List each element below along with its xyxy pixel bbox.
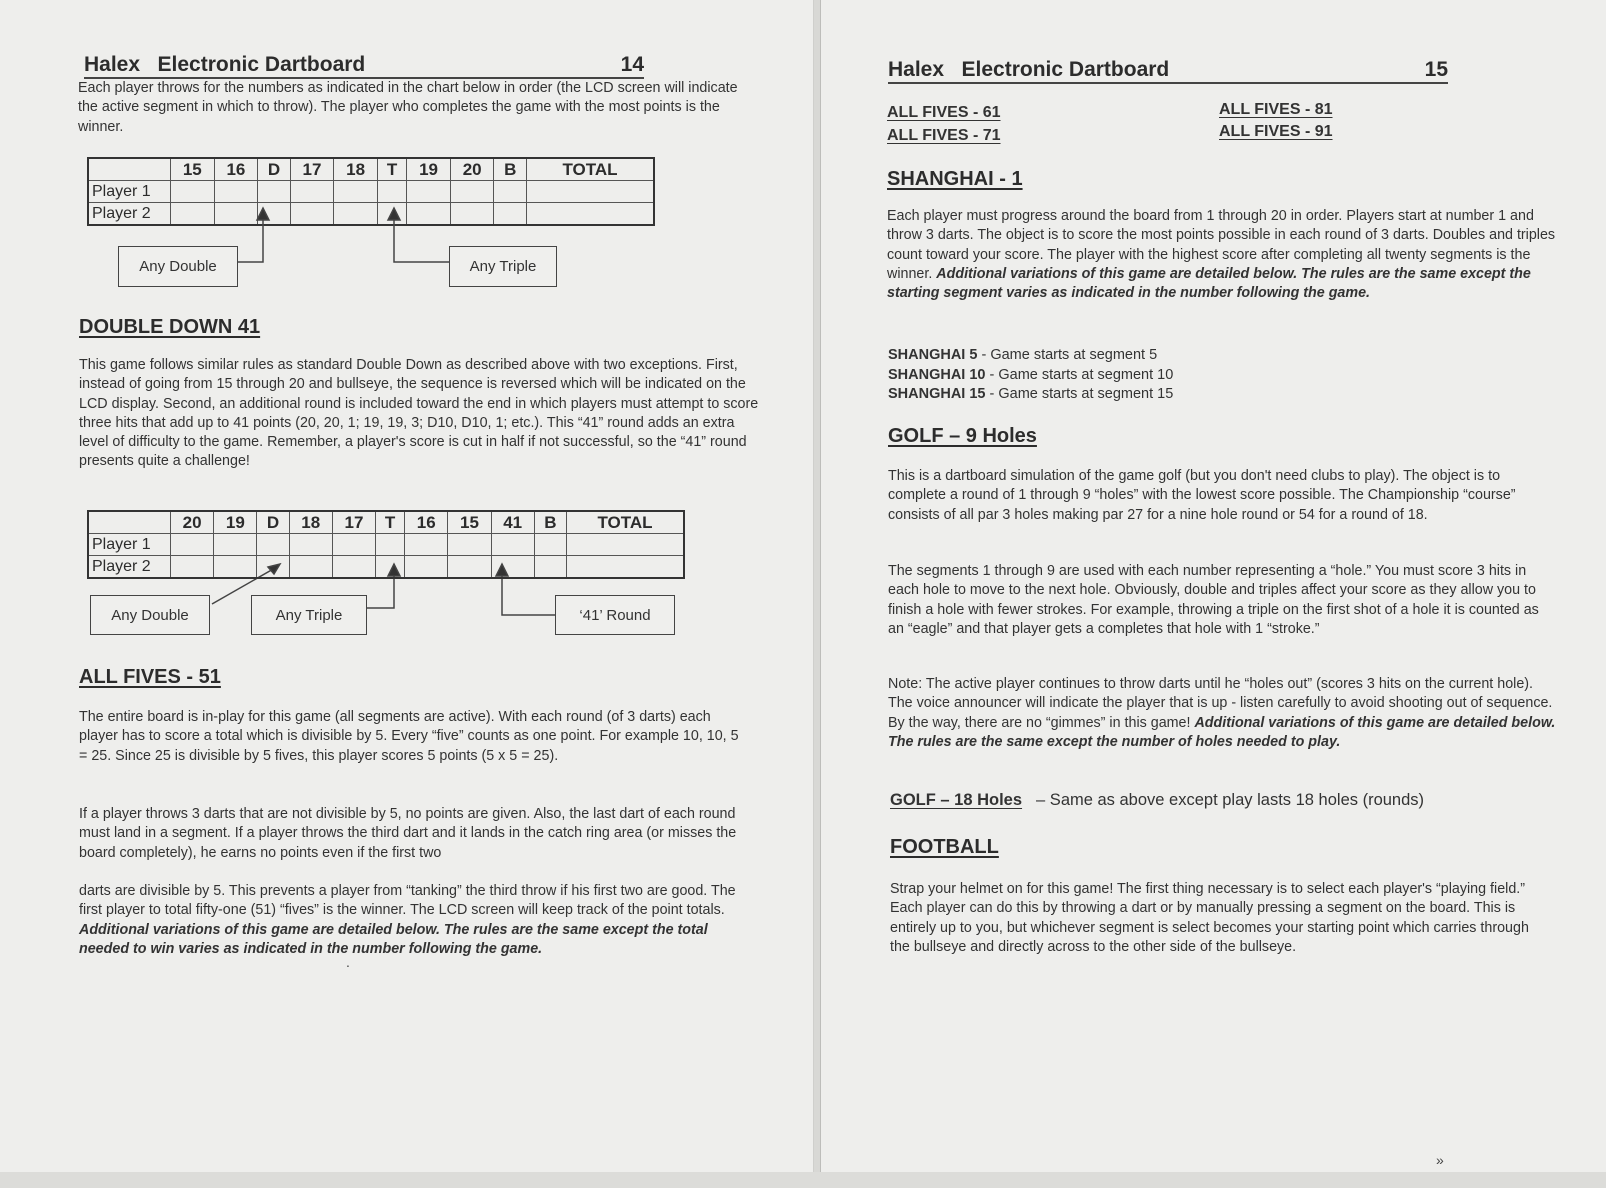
shanghai-body <box>887 207 1557 303</box>
table2-col: 16 <box>405 511 448 534</box>
shanghai-variants <box>888 346 1173 405</box>
right-header <box>888 58 1448 84</box>
golf-18-label: GOLF – 18 Holes <box>890 791 1023 809</box>
table1-col: TOTAL <box>527 158 655 181</box>
all-fives-51-p1: The entire board is in-play for this game (all segments are active). With each round (of 3 darts) each player has to score a total which is divisible by 5. Every “five” counts as one point. For example 10, 10, 5 = 25. Since 25 is divisible by 5 fives, this player scores 5 points (5 x 5 = 25). <box>79 709 739 764</box>
table1-player-label: Player 1 <box>88 181 171 203</box>
shanghai-variant: SHANGHAI 15 - Game starts at segment 15 <box>888 386 1174 402</box>
all-fives-71: ALL FIVES - 71 <box>887 127 1001 144</box>
table2-col: T <box>376 511 405 534</box>
golf-9-p3-emphasis: Additional variations of this game are detailed below. The rules are the same except the number of holes needed to play. <box>888 714 1556 750</box>
right-header-title: Halex Electronic Dartboard <box>888 58 1170 81</box>
all-fives-91: ALL FIVES - 91 <box>1219 123 1333 140</box>
all-fives-81: ALL FIVES - 81 <box>1219 101 1333 118</box>
table2-header-row <box>88 511 684 534</box>
right-page-number: 15 <box>1424 58 1448 81</box>
table2-col <box>88 511 171 534</box>
table2-row <box>88 556 684 579</box>
intro-paragraph: Each player throws for the numbers as indicated in the chart below in order (the LCD screen will indicate the active segment in which to throw). The player who completes the game with the most points is the winner. <box>78 80 738 135</box>
table1-col: 18 <box>334 158 378 181</box>
all-fives-51-p3 <box>79 882 759 959</box>
table1-col: 20 <box>450 158 494 181</box>
table1-col: 15 <box>171 158 215 181</box>
table2-col: 41 <box>491 511 534 534</box>
table2-col: D <box>257 511 289 534</box>
shanghai-variant: SHANGHAI 5 - Game starts at segment 5 <box>888 347 1158 363</box>
shanghai-body-emphasis: Additional variations of this game are detailed below. The rules are the same except the starting segment varies as indicated in the number following the game. <box>887 265 1531 302</box>
table1-col: 16 <box>214 158 258 181</box>
table2-row <box>88 534 684 556</box>
all-fives-51-p2: If a player throws 3 darts that are not divisible by 5, no points are given. Also, the last dart of each round must land in a segment. If a player throws the third dart and it lands in the catch ring area (or misses the board completely), he earns no points even if the first two <box>79 806 737 861</box>
any-triple-callout: Any Triple <box>449 246 557 287</box>
table1-col: T <box>377 158 406 181</box>
table2-col: TOTAL <box>567 511 685 534</box>
golf-9-p3 <box>888 675 1558 752</box>
table1-col: B <box>494 158 527 181</box>
table2-col: B <box>534 511 566 534</box>
left-page-number: 14 <box>620 53 644 76</box>
any-double-callout: Any Double <box>118 246 238 287</box>
score-table-2 <box>87 510 685 579</box>
golf-9-p2: The segments 1 through 9 are used with each number representing a “hole.” You must score 3 hits in each hole to move to the next hole. Obviously, double and triples affect your score as they allow you to finish a hole with fewer strokes. For example, throwing a triple on the first shot of a hole it is counted as an “eagle” and that player gets a completes that hole with 1 “stroke.” <box>888 563 1539 637</box>
table1-col: D <box>258 158 290 181</box>
table1-col: 17 <box>290 158 334 181</box>
table2-col: 20 <box>171 511 214 534</box>
golf-9-title: GOLF – 9 Holes <box>888 425 1037 447</box>
table2-player-label: Player 2 <box>88 556 171 579</box>
shanghai-body-text: Each player must progress around the board from 1 through 20 in order. Players start at number 1 and throw 3 darts. The object is to score the most points possible in each round of 3 darts. Doubles and triples count toward your score. The player with the highest score after completing all twenty segments is the winner. <box>887 208 1556 282</box>
golf-9-p3-text: Note: The active player continues to throw darts until he “holes out” (scores 3 hits on the current hole). The voice announcer will indicate the player that is up - listen carefully to avoid shooting out of sequence. By the way, there are no “gimmes” in this game! <box>888 676 1553 731</box>
stray-mark-left: . <box>346 954 350 970</box>
golf-9-p1: This is a dartboard simulation of the game golf (but you don't need clubs to play). The object is to complete a round of 1 through 9 “holes” with the lowest score possible. The Championship “course” consists of all par 3 holes making par 27 for a nine hole round or 54 for a round of 18. <box>888 468 1516 523</box>
stray-mark-right: » <box>1436 1152 1444 1168</box>
table2-col: 17 <box>332 511 375 534</box>
golf-18-desc: – Same as above except play lasts 18 holes (rounds) <box>1036 791 1425 809</box>
table1-player-label: Player 2 <box>88 203 171 226</box>
all-fives-51-p3-text: darts are divisible by 5. This prevents a player from “tanking” the third throw if his first two are good. The first player to total fifty-one (51) “fives” is the winner. The LCD screen will keep track of the point totals. <box>79 883 736 919</box>
table2-player-label: Player 1 <box>88 534 171 556</box>
all-fives-51-title: ALL FIVES - 51 <box>79 666 221 688</box>
football-title: FOOTBALL <box>890 836 999 858</box>
double-down-41-title: DOUBLE DOWN 41 <box>79 316 261 338</box>
all-fives-51-p3-emphasis: Additional variations of this game are detailed below. The rules are the same except the total needed to win varies as indicated in the number following the game. <box>79 921 708 957</box>
round-41-callout: ‘41’ Round <box>555 595 675 635</box>
golf-18-line <box>890 791 1424 810</box>
any-double-callout-2: Any Double <box>90 595 210 635</box>
table1-col: 19 <box>407 158 451 181</box>
double-down-41-body: This game follows similar rules as standard Double Down as described above with two exceptions. First, instead of going from 15 through 20 and bullseye, the sequence is reversed which will be indicated on the LCD display. Second, an additional round is included toward the end in which players must attempt to score three hits that add up to 41 points (20, 20, 1; 19, 19, 3; D10, D10, 1; etc.). This “41” round adds an extra level of difficulty to the game. Remember, a player's score is cut in half if not successful, so the “41” round presents quite a challenge! <box>79 357 759 470</box>
shanghai-1-title: SHANGHAI - 1 <box>887 168 1023 190</box>
any-triple-callout-2: Any Triple <box>251 595 367 635</box>
left-header-title: Halex Electronic Dartboard <box>84 53 366 76</box>
table2-col: 15 <box>448 511 491 534</box>
all-fives-61: ALL FIVES - 61 <box>887 104 1001 121</box>
table2-col: 19 <box>214 511 257 534</box>
football-body: Strap your helmet on for this game! The first thing necessary is to select each player's “playing field.” Each player can do this by throwing a dart or by manually pressing a segment on the board. This is entirely up to you, but whichever segment is select becomes your starting point which carries through the bullseye and directly across to the other side of the bullseye. <box>890 881 1529 955</box>
table2-col: 18 <box>289 511 332 534</box>
shanghai-variant: SHANGHAI 10 - Game starts at segment 10 <box>888 366 1174 383</box>
